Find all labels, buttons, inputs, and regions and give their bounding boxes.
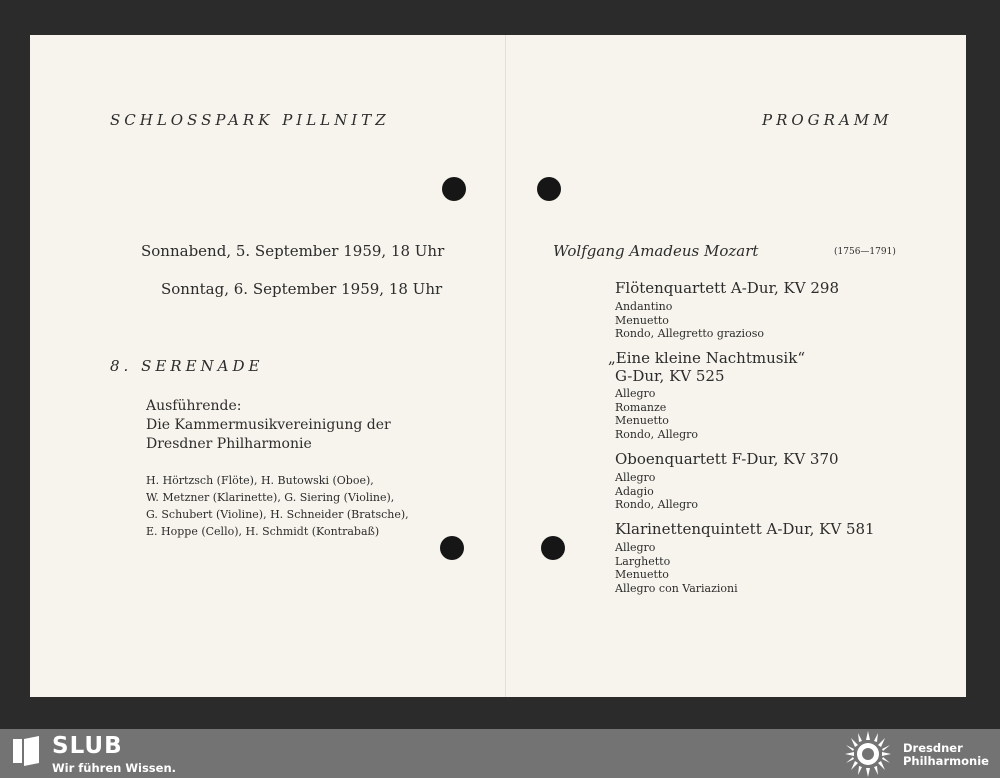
movement: Allegro — [615, 387, 656, 400]
work-title: Oboenquartett F-Dur, KV 370 — [615, 450, 839, 468]
work-1 — [615, 279, 839, 341]
composer-years: (1756—1791) — [834, 247, 896, 257]
movement: Andantino — [615, 300, 673, 313]
composer-name: Wolfgang Amadeus Mozart — [553, 242, 759, 260]
partner-name-line-2: Philharmonie — [903, 754, 989, 768]
slub-tagline: Wir führen Wissen. — [52, 761, 177, 775]
musician-line: H. Hörtzsch (Flöte), H. Butowski (Oboe), — [146, 474, 374, 487]
movement: Menuetto — [615, 313, 669, 327]
center-fold — [505, 35, 506, 697]
slub-book-icon[interactable] — [12, 736, 40, 766]
concert-date-1: Sonnabend, 5. September 1959, 18 Uhr — [141, 242, 445, 260]
punch-hole — [440, 536, 464, 560]
footer-bar — [0, 729, 1000, 778]
movement: Romanze — [615, 400, 667, 414]
movement: Menuetto — [615, 568, 669, 581]
serenade-title: 8. SERENADE — [110, 357, 264, 375]
movement: Larghetto — [615, 554, 671, 568]
movement: Allegro con Variazioni — [615, 581, 738, 595]
program-header: PROGRAMM — [762, 111, 893, 129]
punch-hole — [537, 177, 561, 201]
work-4 — [615, 520, 875, 595]
punch-hole — [541, 536, 565, 560]
musicians-list — [146, 472, 409, 540]
movement: Adagio — [615, 484, 654, 498]
work-title: „Eine kleine Nachtmusik“ — [608, 349, 805, 367]
work-title: Klarinettenquintett A-Dur, KV 581 — [615, 520, 875, 538]
ensemble-line-1: Die Kammermusikvereinigung der — [146, 417, 391, 433]
slub-logo-text[interactable]: SLUB — [52, 733, 123, 759]
movement: Menuetto — [615, 414, 669, 427]
partner-name[interactable] — [903, 742, 989, 768]
dresdner-philharmonie-sunburst-icon[interactable] — [842, 731, 894, 777]
movement: Rondo, Allegretto grazioso — [615, 327, 764, 340]
work-3 — [615, 450, 839, 512]
punch-hole — [442, 177, 466, 201]
concert-date-2: Sonntag, 6. September 1959, 18 Uhr — [161, 280, 443, 298]
movement: Allegro — [615, 541, 656, 554]
movement: Rondo, Allegro — [615, 427, 699, 441]
work-title: Flötenquartett A-Dur, KV 298 — [615, 279, 839, 297]
partner-name-line-1: Dresdner — [903, 741, 963, 755]
movement: Allegro — [615, 471, 656, 484]
performers-heading: Ausführende: — [146, 398, 242, 414]
movement: Rondo, Allegro — [615, 498, 699, 511]
musician-line: E. Hoppe (Cello), H. Schmidt (Kontrabaß) — [146, 525, 380, 538]
work-subtitle: G-Dur, KV 525 — [615, 367, 725, 385]
work-2 — [608, 349, 805, 441]
ensemble-line-2: Dresdner Philharmonie — [146, 436, 312, 452]
venue-title: SCHLOSSPARK PILLNITZ — [110, 111, 390, 129]
musician-line: G. Schubert (Violine), H. Schneider (Bratsche), — [146, 508, 409, 521]
musician-line: W. Metzner (Klarinette), G. Siering (Violine), — [146, 491, 395, 504]
